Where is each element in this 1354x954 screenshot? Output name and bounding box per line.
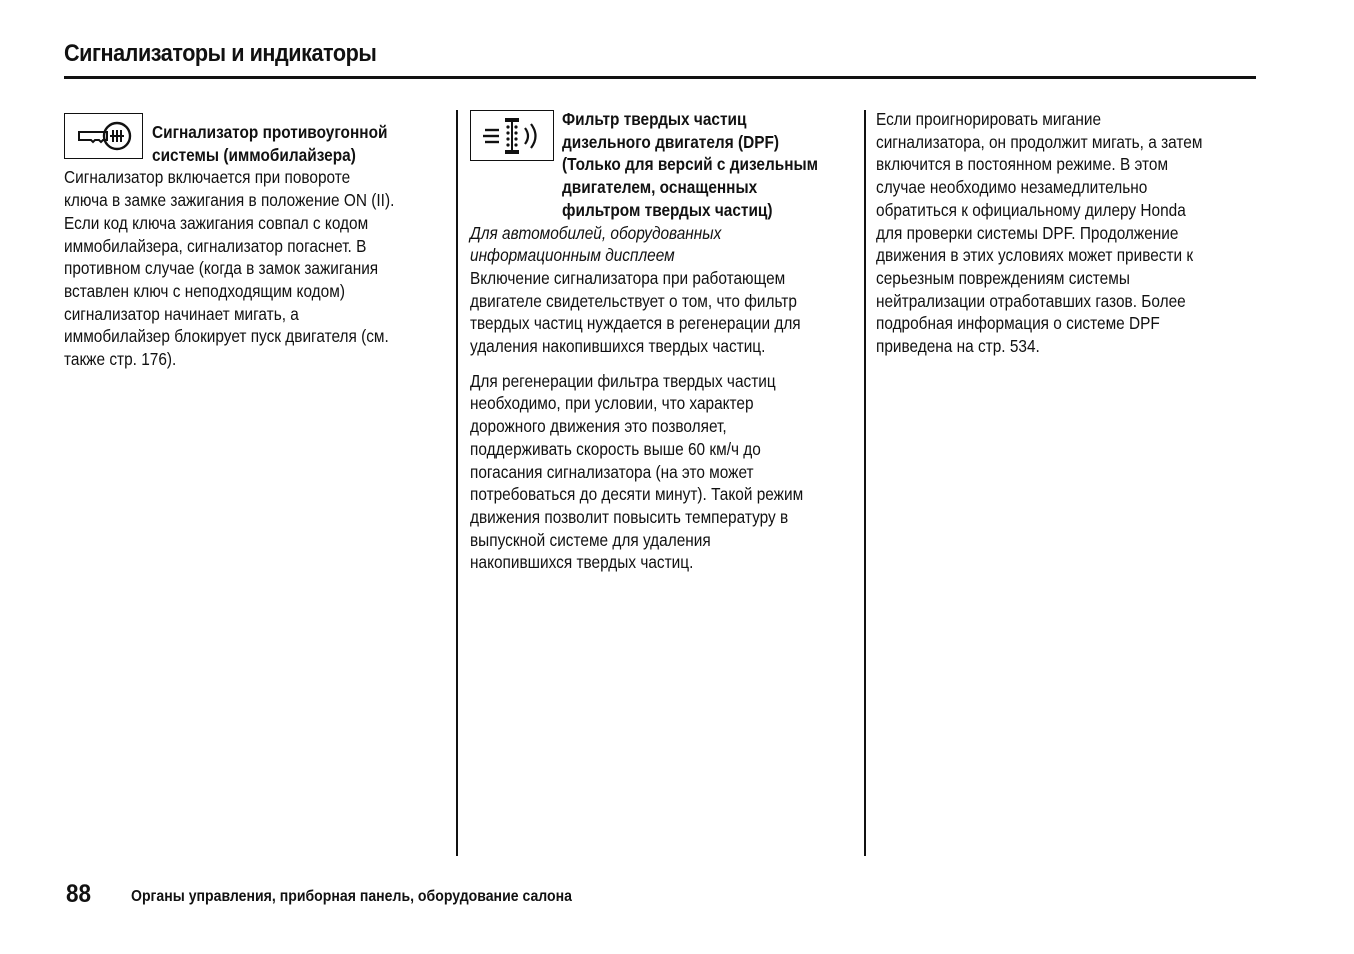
text-line: приведена на стр. 534. <box>876 336 1040 357</box>
text-line: движения в этих условиях может привести к <box>876 245 1194 266</box>
text-line: двигателе свидетельствует о том, что фильтр <box>470 290 797 311</box>
column-dpf <box>470 108 855 574</box>
dpf-heading-row <box>470 108 855 222</box>
text-line: информационным дисплеем <box>470 245 675 266</box>
text-line: противном случае (когда в замок зажигания <box>64 258 379 279</box>
dpf-heading-line: Фильтр твердых частиц <box>562 109 747 129</box>
text-line: также стр. 176). <box>64 349 177 370</box>
immobilizer-description <box>64 166 449 370</box>
column-immobilizer <box>64 108 449 371</box>
text-line: Для регенерации фильтра твердых частиц <box>470 370 776 391</box>
dpf-heading-line: фильтром твердых частиц) <box>562 199 773 220</box>
text-line: для проверки системы DPF. Продолжение <box>876 222 1179 243</box>
immobilizer-heading-line: Сигнализатор противоугонной <box>152 122 388 142</box>
column-divider-left <box>456 110 458 856</box>
immobilizer-key-icon <box>64 113 143 159</box>
text-line: серьезным повреждениям системы <box>876 267 1130 288</box>
text-line: погасания сигнализатора (на это может <box>470 461 754 482</box>
text-line: движения позволит повысить температуру в <box>470 506 789 527</box>
text-line: иммобилайзер блокирует пуск двигателя (см. <box>64 326 389 347</box>
dpf-heading-line: двигателем, оснащенных <box>562 177 758 198</box>
dpf-heading-line: (Только для версий с дизельным <box>562 154 819 175</box>
text-line: поддерживать скорость выше 60 км/ч до <box>470 438 761 459</box>
text-line: Для автомобилей, оборудованных <box>470 222 722 243</box>
text-line: выпускной системе для удаления <box>470 529 711 550</box>
dpf-paragraph-2 <box>470 370 855 574</box>
immobilizer-heading-line: системы (иммобилайзера) <box>152 144 356 165</box>
text-line: удаления накопившихся твердых частиц. <box>470 336 766 357</box>
text-line: нейтрализации отработавших газов. Более <box>876 290 1186 311</box>
text-line: обратиться к официальному дилеру Honda <box>876 199 1186 220</box>
text-line: подробная информация о системе DPF <box>876 313 1160 334</box>
immobilizer-heading-row <box>64 108 449 166</box>
text-line: сигнализатор начинает мигать, а <box>64 303 299 324</box>
text-line: вставлен ключ с неподходящим кодом) <box>64 280 345 301</box>
footer-section-title: Органы управления, приборная панель, оборудование салона <box>131 888 572 905</box>
text-line: иммобилайзера, сигнализатор погаснет. В <box>64 235 367 256</box>
title-rule <box>64 76 1256 79</box>
dpf-heading-line: дизельного двигателя (DPF) <box>562 131 780 152</box>
text-line: Сигнализатор включается при повороте <box>64 167 351 188</box>
text-line: включится в постоянном режиме. В этом <box>876 154 1169 175</box>
text-line: ключа в замке зажигания в положение ON (II). <box>64 190 395 211</box>
dpf-paragraph-1 <box>470 267 855 358</box>
page-number: 88 <box>66 880 92 908</box>
immobilizer-heading <box>152 108 420 166</box>
text-line: Если код ключа зажигания совпал с кодом <box>64 212 369 233</box>
text-line: Если проигнорировать мигание <box>876 109 1102 129</box>
column-dpf-continued <box>876 108 1261 358</box>
column-divider-right <box>864 110 866 856</box>
text-line: случае необходимо незамедлительно <box>876 177 1148 198</box>
text-line: твердых частиц нуждается в регенерации для <box>470 313 801 334</box>
dpf-heading <box>562 108 853 222</box>
text-line: дорожного движения это позволяет, <box>470 416 727 437</box>
dpf-continued-paragraph <box>876 108 1261 358</box>
text-line: Включение сигнализатора при работающем <box>470 267 786 288</box>
page-title: Сигнализаторы и индикаторы <box>64 40 377 67</box>
dpf-filter-icon <box>470 110 554 161</box>
dpf-condition-note <box>470 222 855 267</box>
text-line: необходимо, при условии, что характер <box>470 393 754 414</box>
text-line: потребоваться до десяти минут). Такой режим <box>470 484 804 505</box>
text-line: накопившихся твердых частиц. <box>470 552 694 573</box>
text-line: сигнализатора, он продолжит мигать, а затем <box>876 131 1203 152</box>
